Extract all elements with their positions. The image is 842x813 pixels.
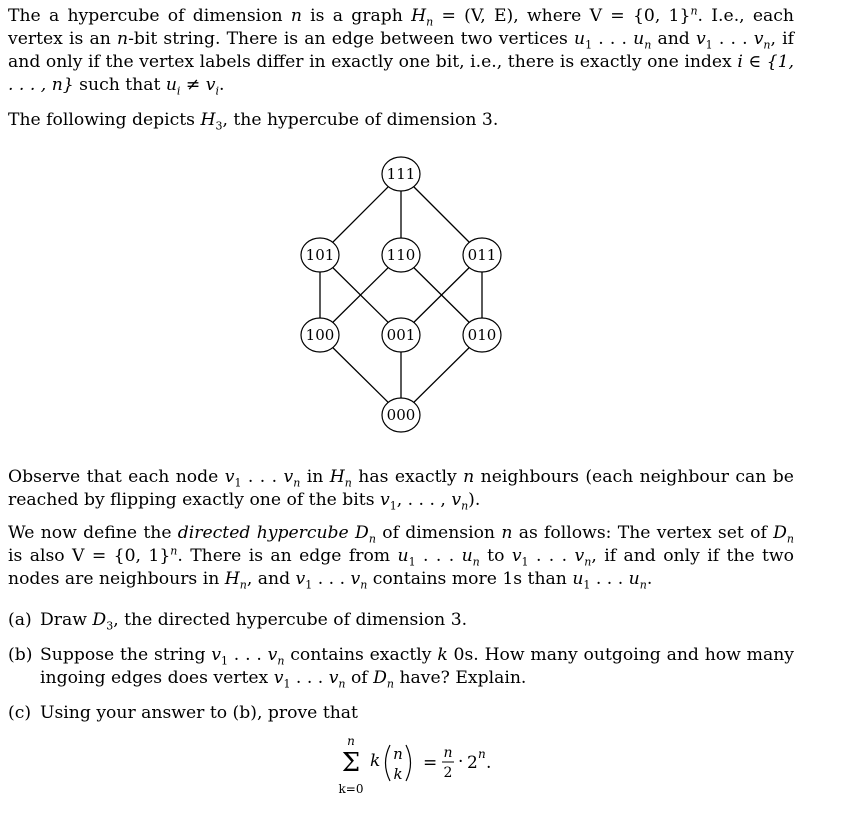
fraction-denominator: 2 — [443, 765, 453, 781]
hypercube-figure — [8, 146, 794, 466]
node-111-label: 111 — [386, 165, 416, 183]
item-c — [8, 702, 794, 725]
observe-paragraph: Observe that each node $v_1$ . . . $v_n$ in $H_n$ has exactly n neighbours (each neighbour can be reached by flipping exactly one of the bits $v_1$, . . . , $v_n$). — [8, 467, 794, 513]
fraction-numerator: n — [443, 745, 453, 761]
node-010 — [463, 318, 501, 352]
hypercube-graph — [8, 146, 794, 466]
item-c-label: (c) — [8, 703, 32, 723]
binom-bottom: k — [393, 765, 403, 783]
sum-upper-limit: n — [347, 734, 355, 748]
item-b — [8, 644, 794, 690]
document-page — [8, 5, 794, 725]
node-100-label: 100 — [305, 326, 335, 344]
graph-edges — [320, 174, 482, 415]
sum-formula — [330, 733, 530, 803]
binom-right-paren — [406, 745, 411, 781]
binom-left-paren — [386, 745, 391, 781]
node-101 — [301, 238, 339, 272]
equals-sign: = — [423, 753, 438, 773]
question-items — [8, 609, 794, 725]
power-exponent: n — [478, 747, 486, 761]
multiply-dot: · — [458, 752, 464, 772]
node-110 — [382, 238, 420, 272]
node-001 — [382, 318, 420, 352]
item-a-label: (a) — [8, 610, 32, 630]
item-a — [8, 609, 794, 632]
node-000-label: 000 — [386, 406, 416, 424]
item-b-text: Suppose the string $v_1$ . . . $v_n$ contains exactly k 0s. How many outgoing and how many ingoing edges does vertex $v_1$ . . . $v_n$ of $D_n$ have? Explain. — [40, 645, 794, 691]
node-110-label: 110 — [386, 246, 416, 264]
power-base: 2 — [467, 753, 478, 773]
node-000 — [382, 398, 420, 432]
binom-top: n — [393, 745, 403, 763]
sum-k: k — [370, 751, 381, 771]
node-111 — [382, 157, 420, 191]
define-paragraph: We now define the directed hypercube $D_n$ of dimension n as follows: The vertex set of $D_n$ is also V = {0, 1}$^n$. There is an edge from $u_1$ . . . $u_n$ to $v_1$ . . . $v_n$, if and only if the two nodes are neighbours in $H_n$, and $v_1$ . . . $v_n$ contains more 1s than $u_1$ . . . $u_n$. — [8, 523, 794, 592]
item-a-text: Draw $D_3$, the directed hypercube of dimension 3. — [40, 610, 468, 633]
intro-paragraph: The a hypercube of dimension n is a graph $H_n = (V$, E), where V = {0, 1}$^n$. I.e., each vertex is an n-bit string. There is an edge between two vertices $u_1$ . . . $u_n$ and $v_1$ . . . $v_n$, if and only if the vertex labels differ in exactly one bit, i.e., there is exactly one index i ∈ {1, . . . , n} such that $u_i \ne v_i$. — [8, 4, 795, 98]
sum-sigma: Σ — [341, 748, 361, 778]
node-100 — [301, 318, 339, 352]
node-001-label: 001 — [386, 326, 416, 344]
node-011 — [463, 238, 501, 272]
item-c-text: Using your answer to (b), prove that — [40, 703, 358, 723]
sum-lower-limit: k=0 — [338, 782, 364, 796]
depicts-paragraph: The following depicts $H_3$, the hypercube of dimension 3. — [8, 110, 499, 133]
formula-period: . — [486, 753, 492, 773]
node-010-label: 010 — [467, 326, 497, 344]
node-011-label: 011 — [467, 246, 497, 264]
item-b-label: (b) — [8, 645, 33, 665]
node-101-label: 101 — [305, 246, 335, 264]
